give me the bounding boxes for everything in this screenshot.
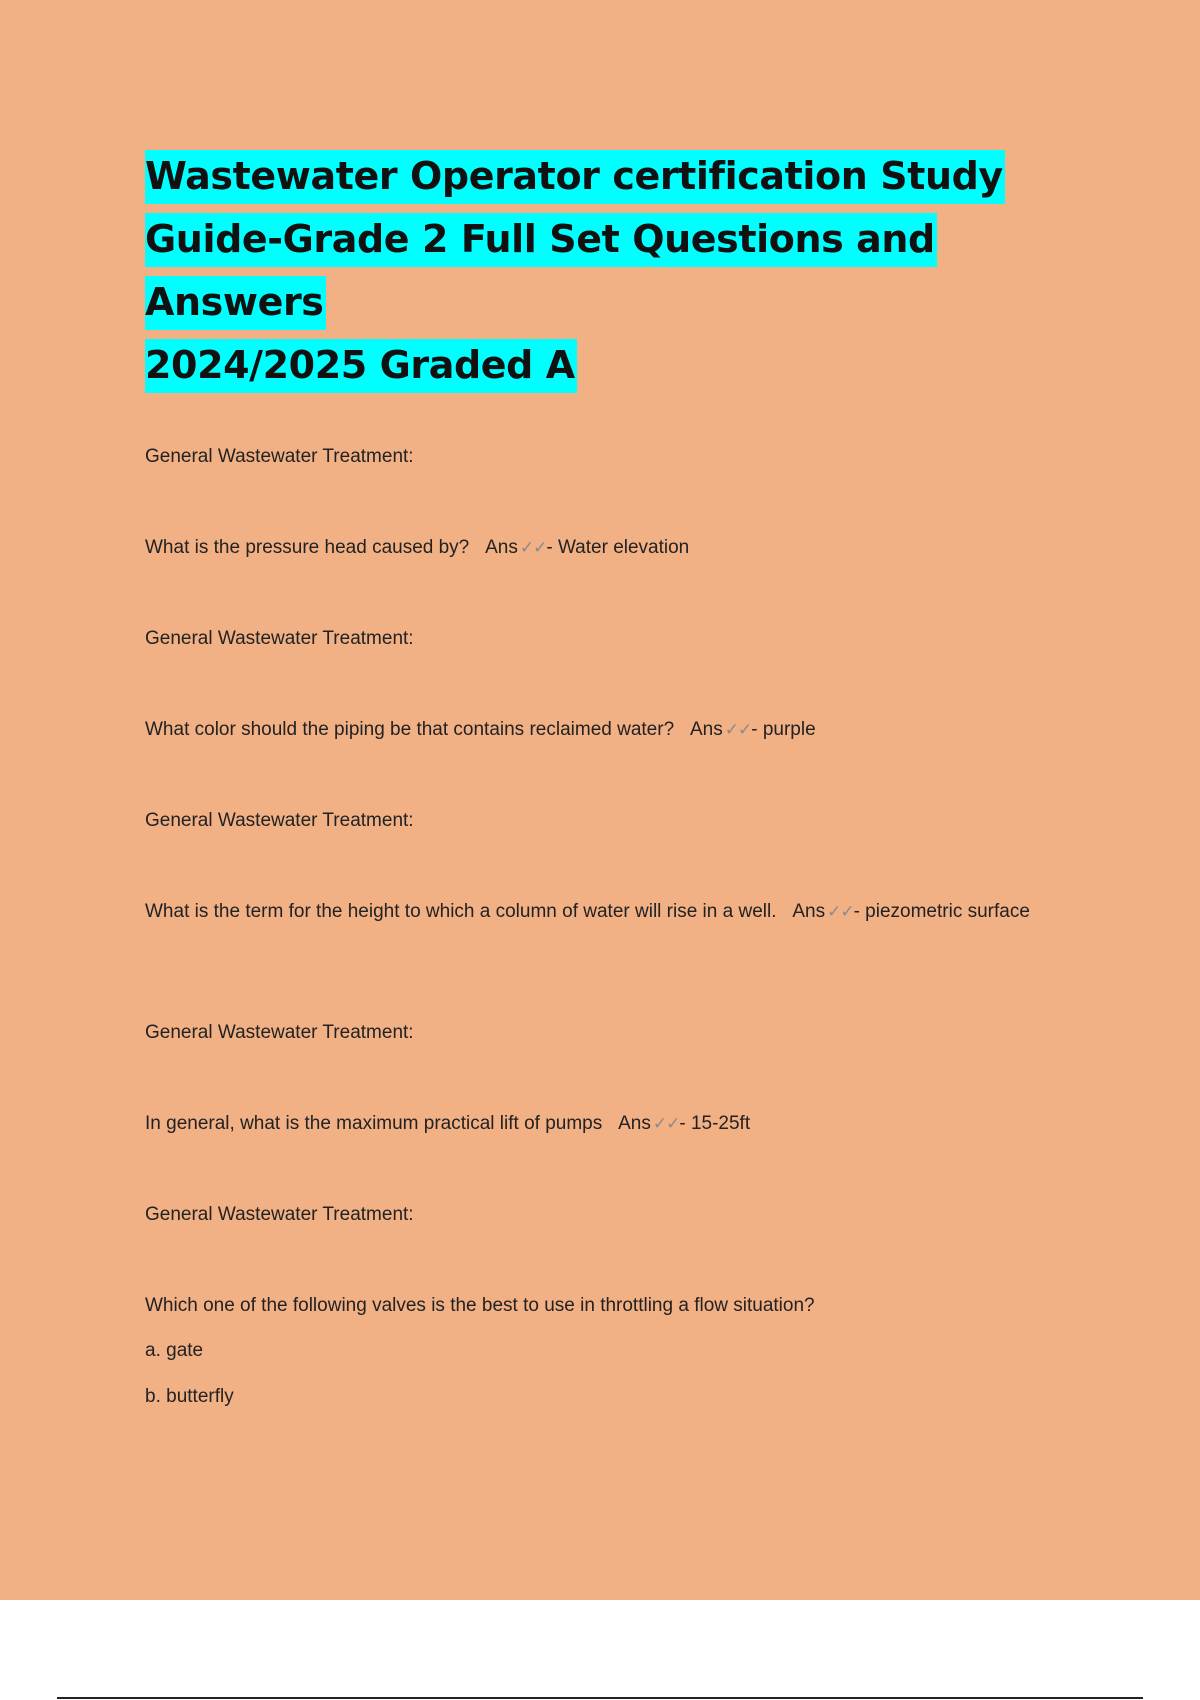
title-line-3: 2024/2025 Graded A: [145, 339, 577, 393]
question-text: In general, what is the maximum practical lift of pumps: [145, 1113, 603, 1134]
footer-divider: [57, 1697, 1143, 1699]
ans-label: Ans: [485, 537, 518, 558]
option-a: a. gate: [145, 1340, 204, 1361]
question-text: What color should the piping be that contains reclaimed water?: [145, 719, 675, 740]
question-text: Which one of the following valves is the best to use in throttling a flow situation?: [145, 1295, 815, 1316]
question-answer: [145, 533, 689, 563]
option-b: b. butterfly: [145, 1386, 234, 1407]
question-answer: [145, 1109, 750, 1139]
question-answer: [145, 715, 816, 745]
ans-label: Ans: [618, 1113, 651, 1134]
double-check-icon: ✓✓: [519, 538, 547, 557]
double-check-icon: ✓✓: [652, 1114, 680, 1133]
double-check-icon: ✓✓: [724, 720, 752, 739]
category-heading: General Wastewater Treatment:: [145, 628, 414, 649]
category-heading: General Wastewater Treatment:: [145, 1022, 414, 1043]
ans-label: Ans: [792, 901, 826, 922]
double-check-icon: ✓✓: [827, 902, 854, 921]
answer-text: - 15-25ft: [679, 1113, 751, 1134]
question-text: What is the pressure head caused by?: [145, 537, 470, 558]
document-title: [145, 145, 1125, 397]
title-line-2: Guide-Grade 2 Full Set Questions and Answers: [145, 213, 937, 330]
answer-text: - purple: [751, 719, 816, 740]
ans-label: Ans: [689, 719, 723, 740]
category-heading: General Wastewater Treatment:: [145, 810, 414, 831]
category-heading: General Wastewater Treatment:: [145, 1204, 414, 1225]
answer-text: - piezometric surface: [853, 901, 1030, 922]
title-line-1: Wastewater Operator certification Study: [145, 150, 1005, 204]
answer-text: - Water elevation: [546, 537, 690, 558]
category-heading: General Wastewater Treatment:: [145, 446, 414, 467]
question-text: What is the term for the height to which a column of water will rise in a well.: [145, 901, 777, 922]
question-answer: [145, 897, 1065, 927]
